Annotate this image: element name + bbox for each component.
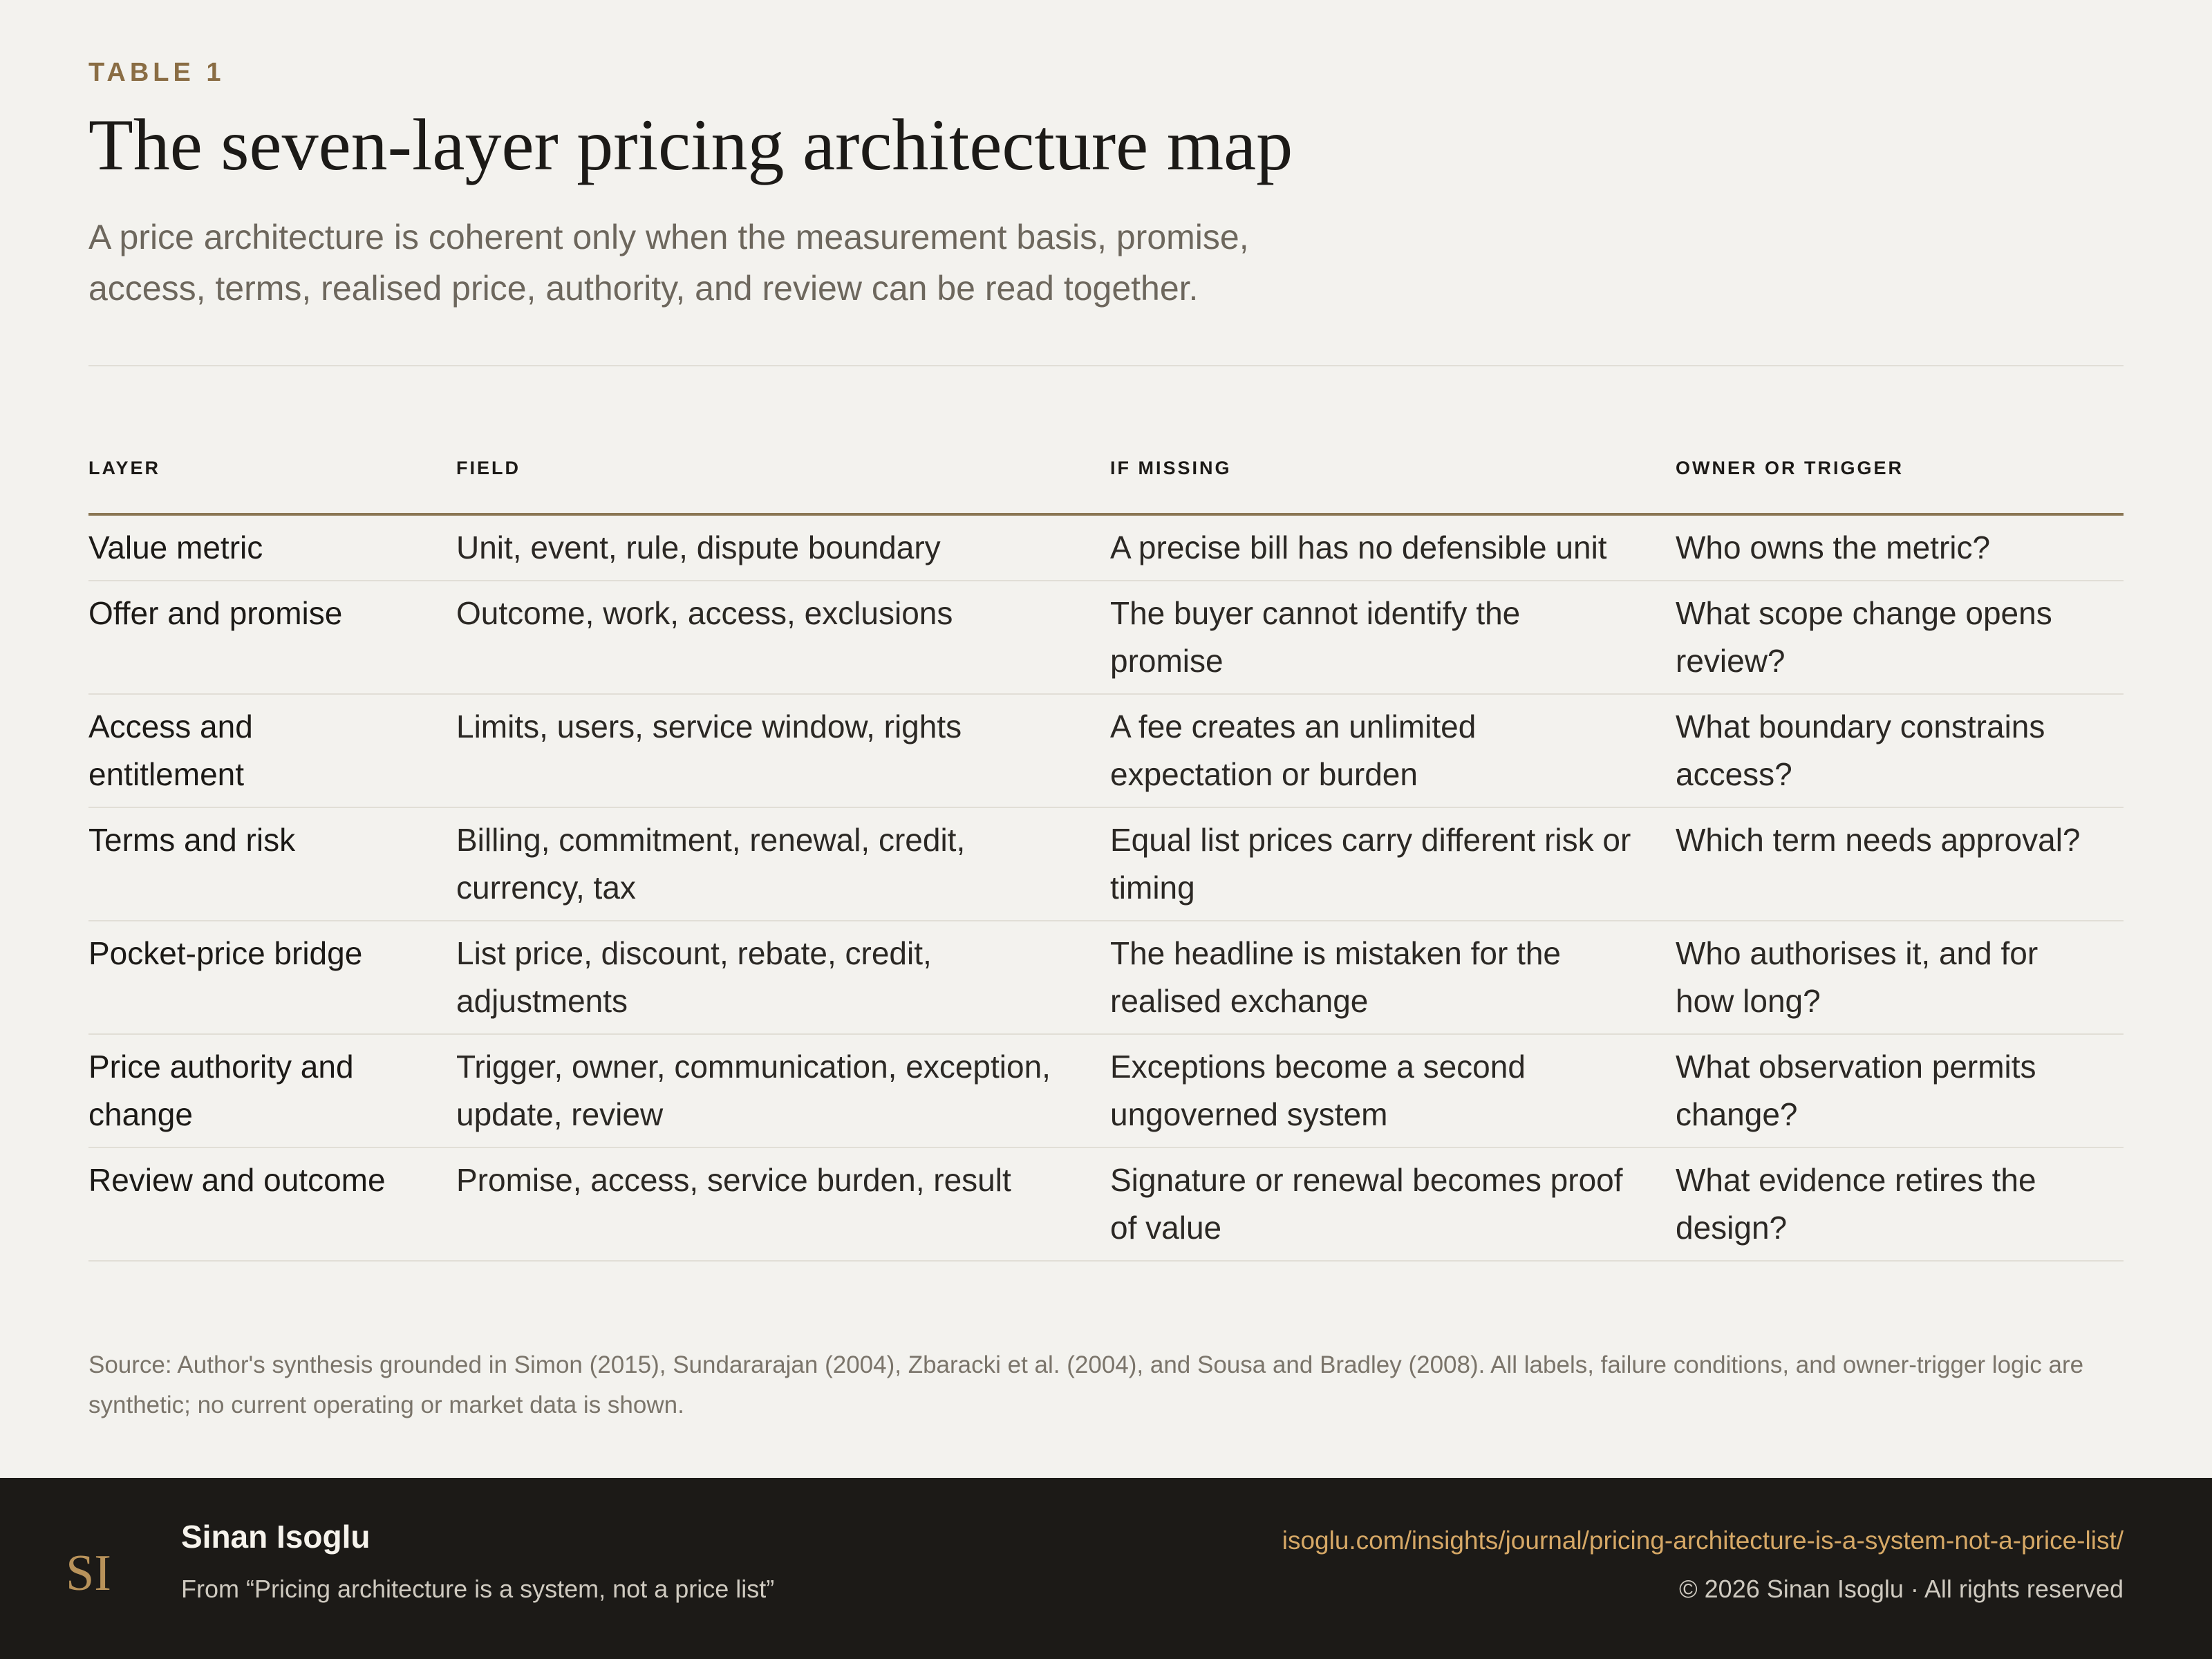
author-name: Sinan Isoglu [181, 1519, 371, 1555]
cell-owner-or-trigger: Who owns the metric? [1676, 514, 2124, 581]
cell-layer: Value metric [88, 514, 456, 581]
cell-field: Billing, commitment, renewal, credit, currency, tax [456, 807, 1110, 921]
cell-field: List price, discount, rebate, credit, adjustments [456, 921, 1110, 1034]
cell-if-missing: A precise bill has no defensible unit [1110, 514, 1676, 581]
table-row [88, 694, 2124, 807]
column-header-layer: LAYER [88, 449, 456, 514]
page-title: The seven-layer pricing architecture map [88, 104, 1293, 185]
cell-if-missing: Signature or renewal becomes proof of value [1110, 1147, 1676, 1261]
table-row [88, 807, 2124, 921]
author-monogram-logo [61, 1541, 120, 1601]
cell-field: Promise, access, service burden, result [456, 1147, 1110, 1261]
cell-layer: Offer and promise [88, 581, 456, 694]
table-row [88, 581, 2124, 694]
cell-owner-or-trigger: What boundary constrains access? [1676, 694, 2124, 807]
table-row [88, 1147, 2124, 1261]
cell-owner-or-trigger: What evidence retires the design? [1676, 1147, 2124, 1261]
table-header-row [88, 449, 2124, 514]
cell-owner-or-trigger: Which term needs approval? [1676, 807, 2124, 921]
copyright-notice: © 2026 Sinan Isoglu · All rights reserved [1679, 1575, 2124, 1603]
cell-layer: Pocket-price bridge [88, 921, 456, 1034]
cell-owner-or-trigger: Who authorises it, and for how long? [1676, 921, 2124, 1034]
cell-field: Outcome, work, access, exclusions [456, 581, 1110, 694]
table-row [88, 1034, 2124, 1147]
svg-text:SI: SI [66, 1545, 111, 1601]
cell-field: Trigger, owner, communication, exception, update, review [456, 1034, 1110, 1147]
table-eyebrow: TABLE 1 [88, 58, 225, 87]
cell-if-missing: The buyer cannot identify the promise [1110, 581, 1676, 694]
cell-if-missing: The headline is mistaken for the realised exchange [1110, 921, 1676, 1034]
cell-if-missing: A fee creates an unlimited expectation or burden [1110, 694, 1676, 807]
cell-field: Limits, users, service window, rights [456, 694, 1110, 807]
header-divider [88, 365, 2124, 366]
column-header-field: FIELD [456, 449, 1110, 514]
footer-bar [0, 1478, 2212, 1659]
column-header-owner-or-trigger: OWNER OR TRIGGER [1676, 449, 2124, 514]
cell-layer: Review and outcome [88, 1147, 456, 1261]
cell-field: Unit, event, rule, dispute boundary [456, 514, 1110, 581]
column-header-if-missing: IF MISSING [1110, 449, 1676, 514]
cell-layer: Terms and risk [88, 807, 456, 921]
cell-owner-or-trigger: What scope change opens review? [1676, 581, 2124, 694]
pricing-architecture-table [88, 449, 2124, 1262]
source-note: Source: Author's synthesis grounded in Simon (2015), Sundararajan (2004), Zbaracki et al. (2004), and Sousa and Bradley (2008). All labels, failure conditions, and owner-trigger logic are synthetic; no current operating or market data is shown. [88, 1351, 2084, 1418]
article-source-line: From “Pricing architecture is a system, not a price list” [181, 1575, 775, 1603]
page-subtitle: A price architecture is coherent only when the measurement basis, promise, access, terms, realised price, authority, and review can be read together. [88, 218, 1249, 308]
table-row [88, 514, 2124, 581]
cell-layer: Price authority and change [88, 1034, 456, 1147]
table-row [88, 921, 2124, 1034]
cell-if-missing: Exceptions become a second ungoverned system [1110, 1034, 1676, 1147]
cell-if-missing: Equal list prices carry different risk or timing [1110, 807, 1676, 921]
article-link[interactable]: isoglu.com/insights/journal/pricing-architecture-is-a-system-not-a-price-list/ [1282, 1526, 2124, 1555]
cell-owner-or-trigger: What observation permits change? [1676, 1034, 2124, 1147]
cell-layer: Access and entitlement [88, 694, 456, 807]
